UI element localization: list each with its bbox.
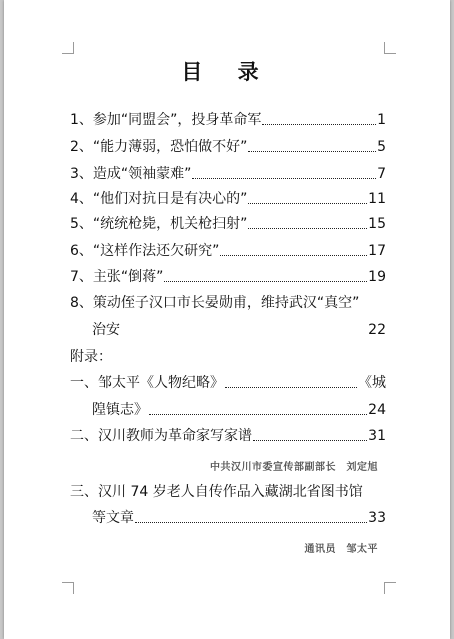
toc-entry-label: 6、“这样作法还欠研究” [70, 243, 220, 259]
toc-entry-label: 2、“能力薄弱，恐怕做不好” [70, 139, 248, 155]
dot-leader [248, 202, 367, 204]
toc-entry-8-line2[interactable] [92, 320, 386, 340]
toc-entry-2[interactable] [70, 137, 386, 157]
toc-entry-label: 二、汉川教师为革命家写家谱 [70, 428, 252, 444]
toc-entry-label: 治安 [92, 322, 120, 338]
toc-entry-label: 隍镇志》 [92, 402, 148, 418]
toc-entry-label: 1、参加“同盟会”，投身革命军 [70, 112, 262, 128]
document-page [4, 0, 450, 639]
crop-mark-bottom-right [384, 582, 396, 594]
appendix-entry-2[interactable] [70, 426, 386, 446]
dot-leader [220, 254, 367, 256]
dot-leader [135, 521, 367, 523]
toc-entry-label-cont: 《城 [358, 375, 386, 391]
toc-entry-1[interactable] [70, 110, 386, 130]
toc-entry-page: 17 [368, 243, 386, 259]
dot-leader [253, 439, 367, 441]
toc-entry-page: 7 [377, 166, 386, 182]
dot-leader [248, 150, 376, 152]
appendix-heading: 附录： [70, 349, 112, 365]
toc-entry-6[interactable] [70, 241, 386, 261]
toc-entry-label: 4、“他们对抗日是有决心的” [70, 191, 248, 207]
toc-entry-page: 22 [368, 322, 386, 338]
dot-leader [149, 413, 367, 415]
toc-entry-label: 5、“统统枪毙，机关枪扫射” [70, 216, 248, 232]
appendix-entry-3-line1[interactable]: 三、汉川 74 岁老人自传作品入藏湖北省图书馆 [70, 484, 363, 500]
crop-mark-top-right [384, 42, 396, 54]
appendix-2-author: 中共汉川市委宣传部副部长 刘定旭 [210, 462, 378, 473]
toc-entry-page: 31 [368, 428, 386, 444]
toc-entry-page: 1 [377, 112, 386, 128]
dot-leader [262, 123, 376, 125]
toc-entry-label: 3、造成“领袖蒙难” [70, 166, 192, 182]
dot-leader [192, 177, 376, 179]
toc-entry-page: 33 [368, 510, 386, 526]
appendix-entry-1-line2[interactable] [92, 400, 386, 420]
crop-mark-bottom-left [62, 582, 74, 594]
toc-entry-4[interactable] [70, 189, 386, 209]
toc-entry-8-line1[interactable]: 8、策动侄子汉口市长晏勋甫，维持武汉“真空” [70, 295, 360, 311]
appendix-3-author: 通讯员 邹太平 [304, 544, 378, 555]
toc-entry-label: 等文章 [92, 510, 134, 526]
dot-leader [164, 280, 367, 282]
toc-title: 目 录 [181, 59, 273, 84]
toc-entry-page: 11 [368, 191, 386, 207]
toc-entry-page: 15 [368, 216, 386, 232]
toc-entry-3[interactable] [70, 164, 386, 184]
toc-entry-page: 19 [368, 269, 386, 285]
crop-mark-top-left [62, 42, 74, 54]
appendix-entry-1-line1[interactable] [70, 373, 386, 393]
appendix-entry-3-line2[interactable] [92, 508, 386, 528]
toc-entry-page: 5 [377, 139, 386, 155]
dot-leader [225, 386, 357, 388]
dot-leader [248, 227, 367, 229]
toc-entry-5[interactable] [70, 214, 386, 234]
toc-entry-label: 一、邹太平《人物纪略》 [70, 375, 224, 391]
toc-entry-page: 24 [368, 402, 386, 418]
toc-entry-7[interactable] [70, 267, 386, 287]
toc-entry-label: 7、主张“倒蒋” [70, 269, 164, 285]
